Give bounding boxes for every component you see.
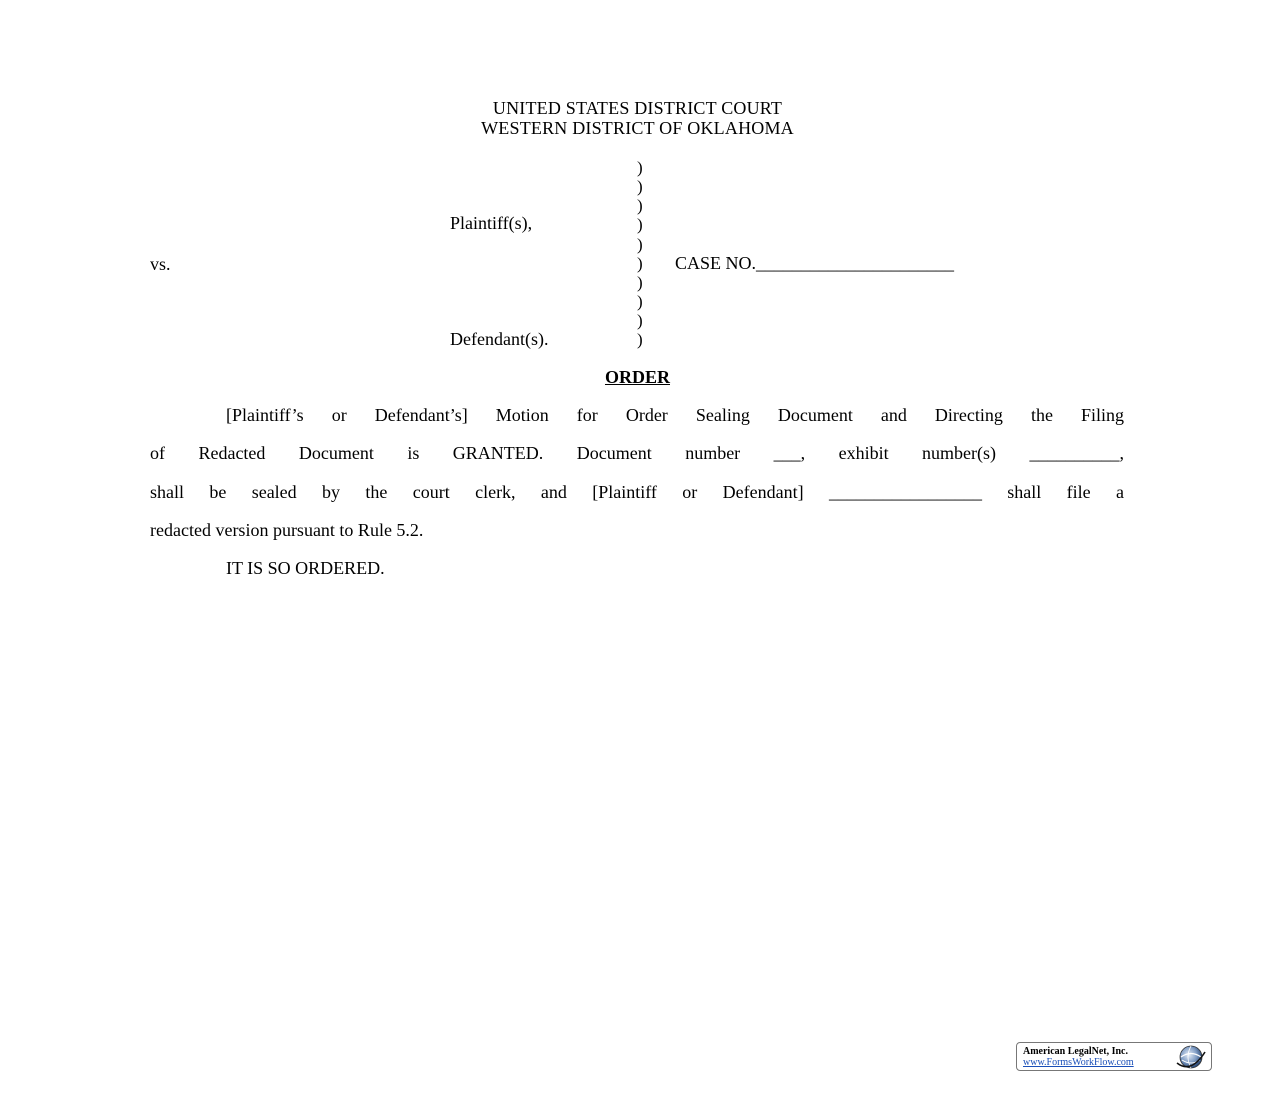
order-text-line: redacted version pursuant to Rule 5.2.	[150, 520, 424, 540]
plaintiff-label: Plaintiff(s),	[450, 213, 533, 233]
badge-company-name: American LegalNet, Inc.	[1023, 1046, 1128, 1057]
caption-paren: )	[637, 254, 643, 273]
globe-icon	[1173, 1044, 1209, 1070]
caption-paren: )	[637, 292, 643, 311]
court-name-line1: UNITED STATES DISTRICT COURT	[492, 98, 783, 118]
defendant-label: Defendant(s).	[450, 329, 549, 349]
badge-url-link[interactable]: www.FormsWorkFlow.com	[1023, 1057, 1134, 1068]
so-ordered-line: IT IS SO ORDERED.	[226, 558, 385, 578]
caption-paren: )	[637, 273, 643, 292]
caption-paren: )	[637, 177, 643, 196]
order-text-line: [Plaintiff’s or Defendant’s] Motion for Order Sealing Document and Directing the Filing	[226, 405, 1124, 425]
american-legalnet-badge[interactable]	[1016, 1042, 1212, 1071]
caption-paren: )	[637, 235, 643, 254]
caption-paren: )	[637, 196, 643, 215]
vs-label: vs.	[150, 254, 171, 274]
caption-paren: )	[637, 215, 643, 234]
caption-paren: )	[637, 330, 643, 349]
order-text-line: shall be sealed by the court clerk, and [Plaintiff or Defendant] _________________ shall file a	[150, 482, 1124, 502]
order-text-line: of Redacted Document is GRANTED. Document number ___, exhibit number(s) __________,	[150, 443, 1124, 463]
court-name-line2: WESTERN DISTRICT OF OKLAHOMA	[481, 118, 794, 138]
case-number-field: CASE NO.______________________	[675, 253, 955, 273]
order-title: ORDER	[604, 367, 670, 387]
caption-paren: )	[637, 158, 643, 177]
caption-paren: )	[637, 311, 643, 330]
